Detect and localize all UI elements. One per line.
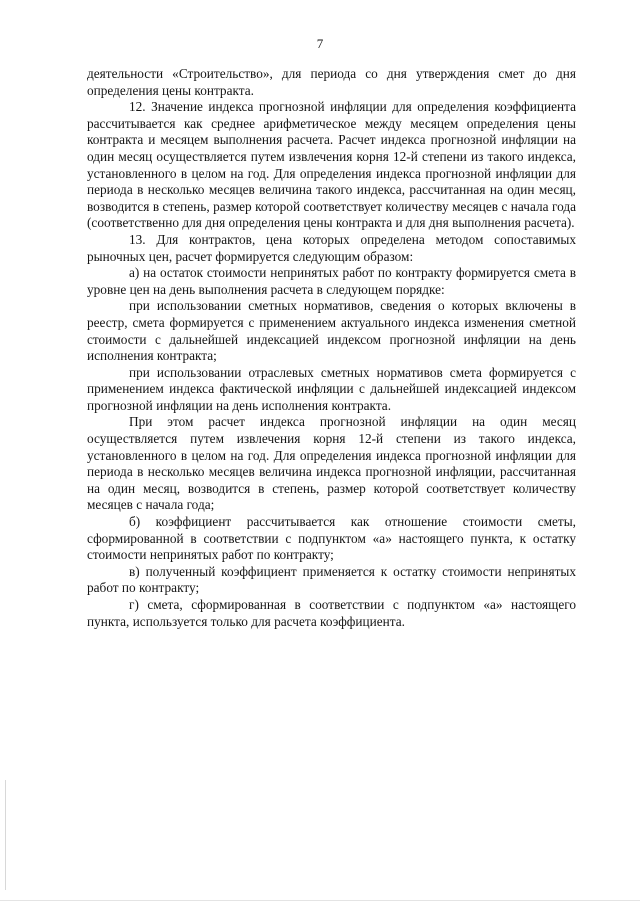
paragraph-continuation: деятельности «Строительство», для периода со дня утверждения смет до дня определения цены контракта. [87, 66, 576, 98]
paragraph-subitem-g: г) смета, сформированная в соответствии с подпунктом «а» настоящего пункта, используется только для расчета коэффициента. [87, 597, 576, 629]
document-body [87, 66, 576, 630]
paragraph-subitem-a: а) на остаток стоимости непринятых работ по контракту формируется смета в уровне цен на день выполнения расчета в следующем порядке: [87, 265, 576, 297]
paragraph-item-13: 13. Для контрактов, цена которых определена методом сопоставимых рыночных цен, расчет формируется следующим образом: [87, 231, 576, 264]
scan-margin-line [5, 780, 6, 890]
paragraph-item-12: 12. Значение индекса прогнозной инфляции для определения коэффициента рассчитывается как среднее арифметическое между месяцем определения цены контракта и месяцем выполнения расчета. Расчет индекса прогнозной инфляции на один месяц осуществляется путем извлечения корня 12-й степени из такого индекса, установленного в целом на год. Для определения индекса прогнозной инфляции для периода в несколько месяцев величина такого индекса, рассчитанная на один месяц, возводится в степень, размер которой соответствует количеству месяцев с начала года (соответственно для дня определения цены контракта и для дня выполнения расчета). [87, 99, 576, 231]
scan-bottom-edge [0, 900, 640, 901]
paragraph-subitem-a-industry: при использовании отраслевых сметных нормативов смета формируется с применением индекса фактической инфляции с дальнейшей индексацией индексом прогнозной инфляции на день исполнения контракта. [87, 364, 576, 413]
paragraph-subitem-b: б) коэффициент рассчитывается как отношение стоимости сметы, сформированной в соответствии с подпунктом «а» настоящего пункта, к остатку стоимости непринятых работ по контракту; [87, 514, 576, 563]
page-number: 7 [316, 36, 324, 51]
paragraph-subitem-v: в) полученный коэффициент применяется к остатку стоимости непринятых работ по контракту; [87, 563, 576, 596]
paragraph-subitem-a-calculation: При этом расчет индекса прогнозной инфляции на один месяц осуществляется путем извлечения корня 12-й степени из такого индекса, установленного в целом на год. Для определения индекса прогнозной инфляции для периода в несколько месяцев величина индекса прогнозной инфляции, рассчитанная на один месяц, возводится в степень, размер которой соответствует количеству месяцев с начала года; [87, 414, 576, 513]
paragraph-subitem-a-registry: при использовании сметных нормативов, сведения о которых включены в реестр, смета формируется с применением актуального индекса изменения сметной стоимости с дальнейшей индексацией индексом прогнозной инфляции на день исполнения контракта; [87, 298, 576, 364]
